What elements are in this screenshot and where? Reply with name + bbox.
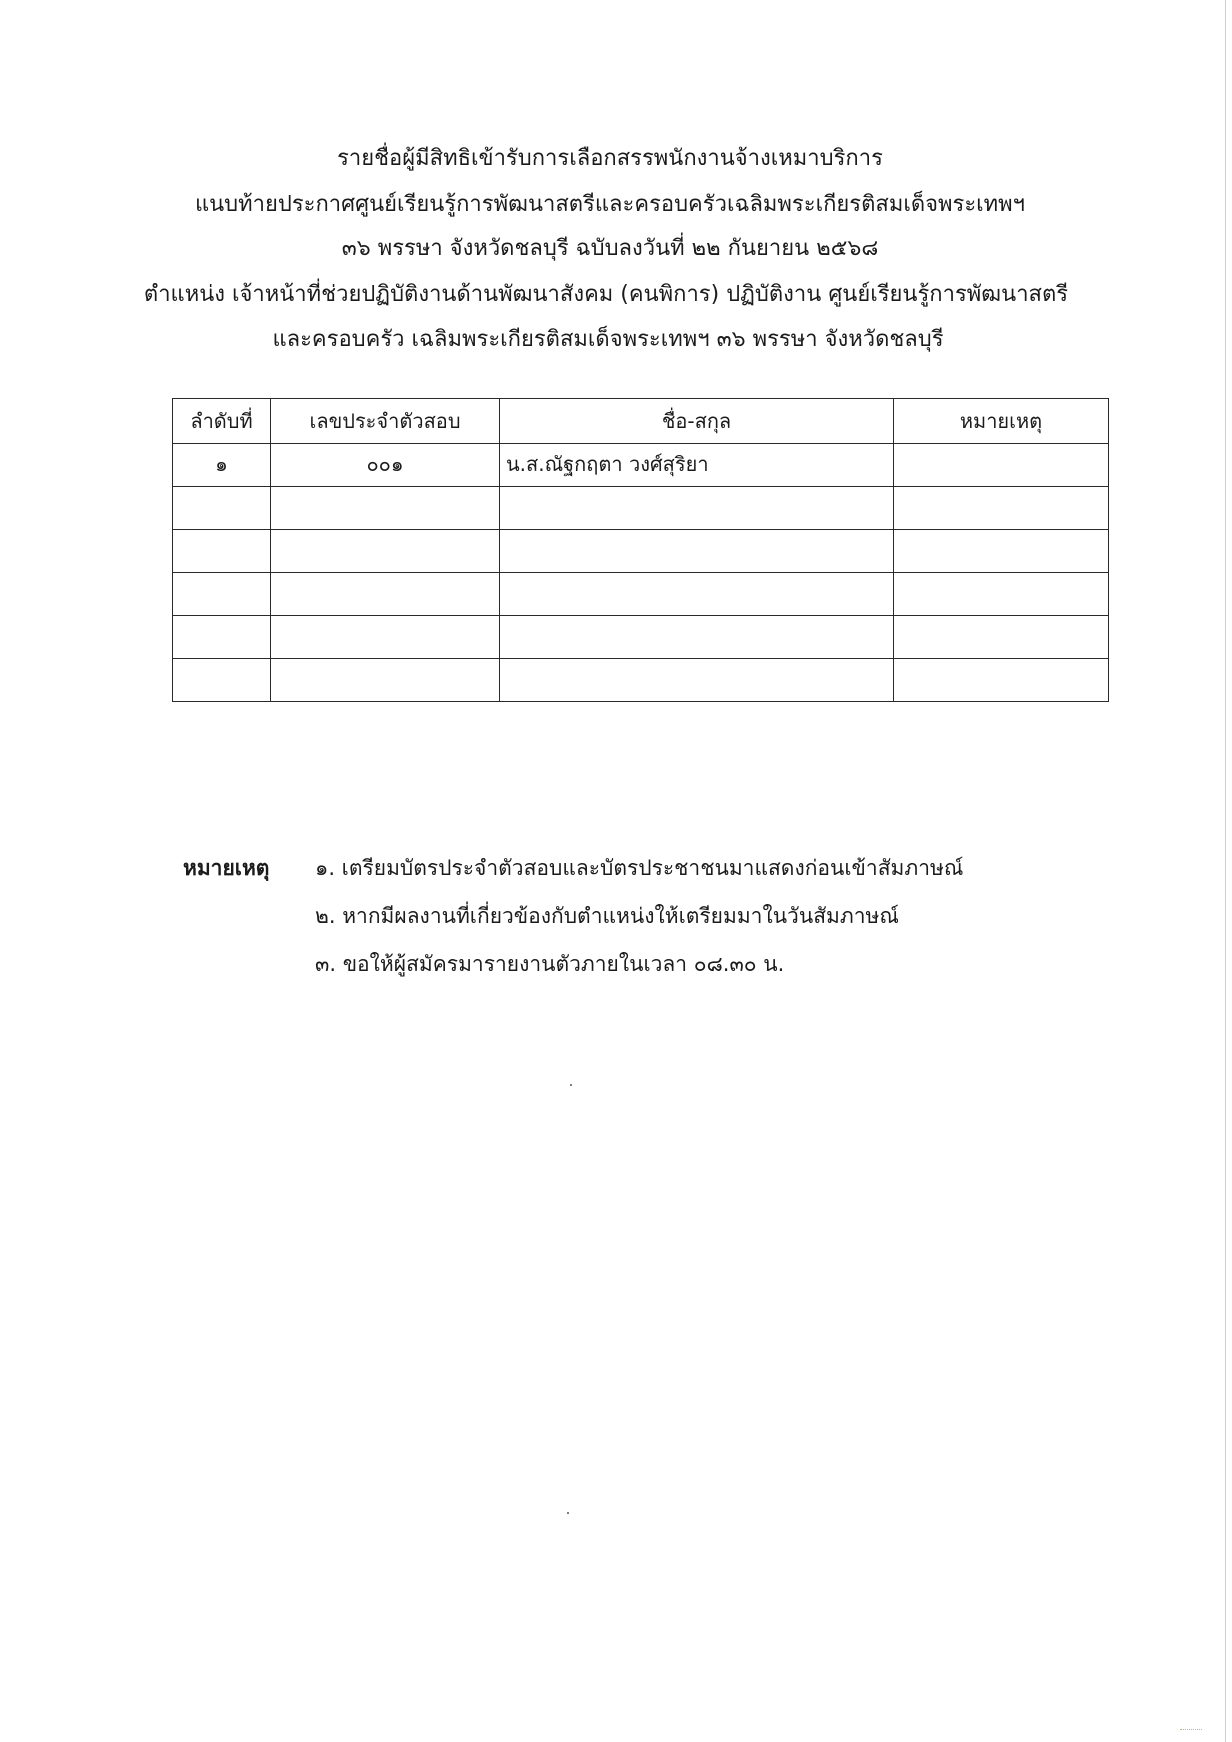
header-line-2: แนบท้ายประกาศศูนย์เรียนรู้การพัฒนาสตรีและครอบครัวเฉลิมพระเกียรติสมเด็จพระเทพฯ — [194, 192, 1026, 217]
note-item: ๒. หากมีผลงานที่เกี่ยวข้องกับตำแหน่งให้เตรียมมาในวันสัมภาษณ์ — [315, 904, 899, 928]
cell-exam-id: ๐๐๑ — [271, 444, 500, 487]
notes-label: หมายเหตุ — [183, 856, 270, 880]
cell-order — [173, 530, 271, 573]
cell-remark — [894, 659, 1109, 702]
note-item: ๓. ขอให้ผู้สมัครมารายงานตัวภายในเวลา ๐๘.๓๐ น. — [315, 952, 785, 976]
cell-order — [173, 659, 271, 702]
cell-name — [500, 616, 894, 659]
table-row — [173, 659, 1109, 702]
header-line-3: ๓๖ พรรษา จังหวัดชลบุรี ฉบับลงวันที่ ๒๒ กันยายน ๒๕๖๘ — [341, 236, 879, 261]
cell-order: ๑ — [173, 444, 271, 487]
cell-remark — [894, 530, 1109, 573]
cell-order — [173, 573, 271, 616]
header-line-4: ตำแหน่ง เจ้าหน้าที่ช่วยปฏิบัติงานด้านพัฒนาสังคม (คนพิการ) ปฏิบัติงาน ศูนย์เรียนรู้การพัฒนาสตรี — [143, 282, 1069, 307]
table-row — [173, 487, 1109, 530]
column-header-remark: หมายเหตุ — [894, 399, 1109, 444]
header-line-1: รายชื่อผู้มีสิทธิเข้ารับการเลือกสรรพนักงานจ้างเหมาบริการ — [337, 146, 883, 171]
scan-speck — [570, 1084, 572, 1086]
cell-name — [500, 530, 894, 573]
cell-remark — [894, 573, 1109, 616]
table-row — [173, 616, 1109, 659]
scan-speck — [567, 1512, 569, 1514]
table-row — [173, 530, 1109, 573]
column-header-order: ลำดับที่ — [173, 399, 271, 444]
cell-exam-id — [271, 659, 500, 702]
note-item: ๑. เตรียมบัตรประจำตัวสอบและบัตรประชาชนมาแสดงก่อนเข้าสัมภาษณ์ — [315, 856, 964, 880]
candidates-table — [172, 398, 1109, 702]
cell-name: น.ส.ณัฐกฤตา วงศ์สุริยา — [500, 444, 894, 487]
cell-exam-id — [271, 530, 500, 573]
cell-remark — [894, 487, 1109, 530]
cell-name — [500, 487, 894, 530]
cell-name — [500, 659, 894, 702]
column-header-name: ชื่อ-สกุล — [500, 399, 894, 444]
cell-exam-id — [271, 487, 500, 530]
cell-exam-id — [271, 573, 500, 616]
table-row — [173, 573, 1109, 616]
cell-exam-id — [271, 616, 500, 659]
cell-order — [173, 616, 271, 659]
header-line-5: และครอบครัว เฉลิมพระเกียรติสมเด็จพระเทพฯ ๓๖ พรรษา จังหวัดชลบุรี — [272, 327, 944, 352]
column-header-exam-id: เลขประจำตัวสอบ — [271, 399, 500, 444]
cell-name — [500, 573, 894, 616]
table-row — [173, 444, 1109, 487]
cell-remark — [894, 616, 1109, 659]
cell-remark — [894, 444, 1109, 487]
table-header-row — [173, 399, 1109, 444]
cell-order — [173, 487, 271, 530]
scan-mark — [1180, 1729, 1202, 1738]
